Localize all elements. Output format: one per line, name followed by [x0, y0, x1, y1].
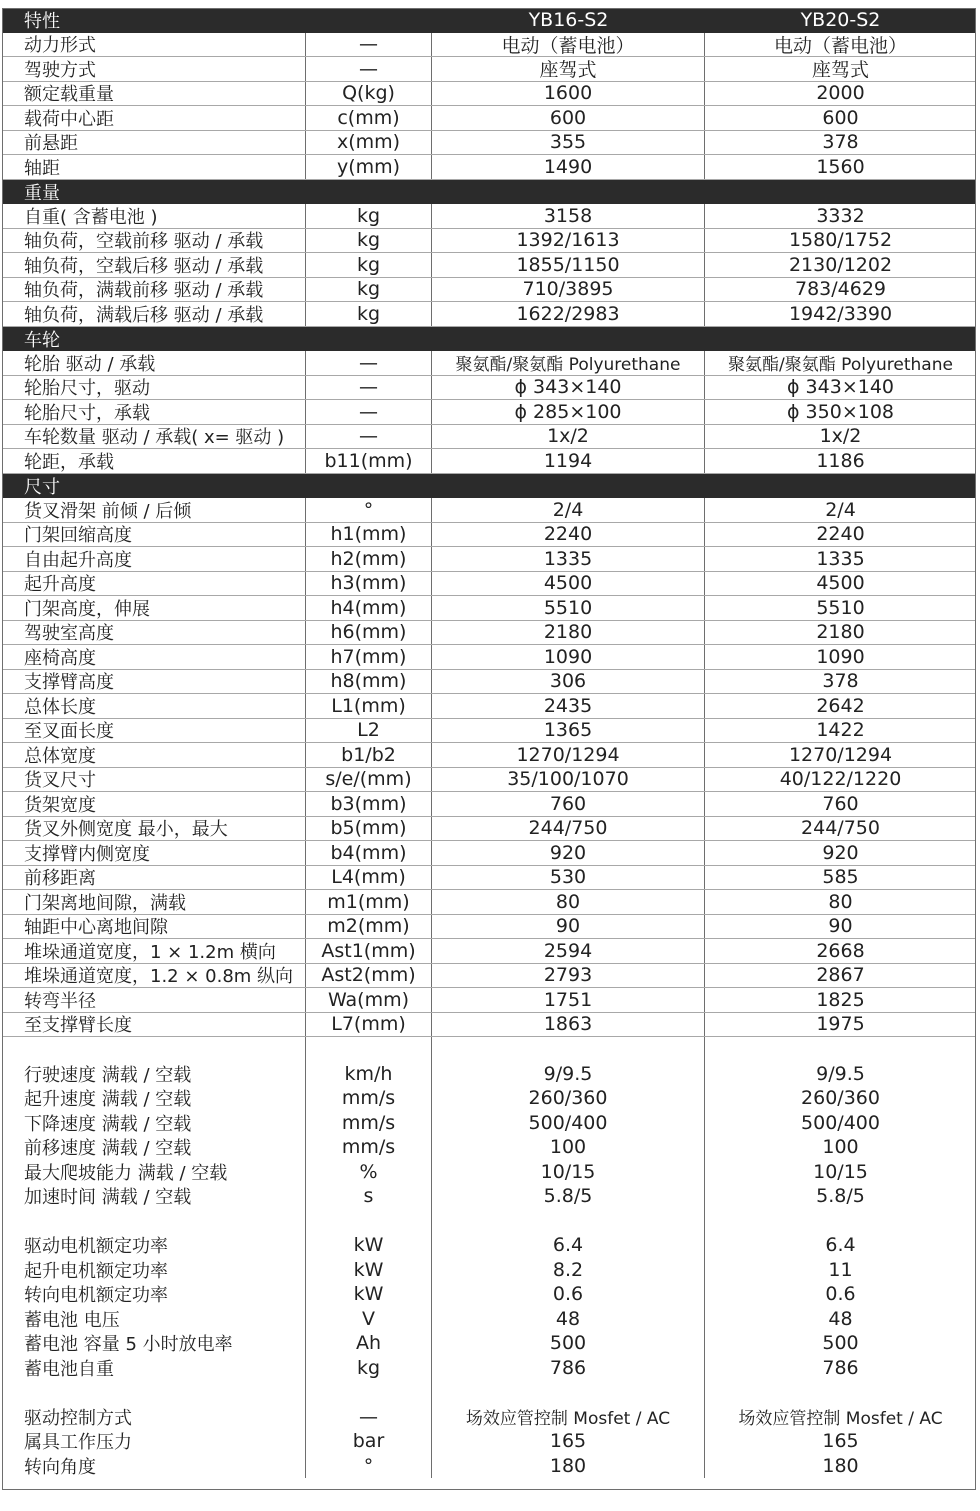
spec-value-a: 1600: [432, 82, 705, 106]
spec-unit: h1(mm): [306, 523, 432, 547]
spec-unit: Q(kg): [306, 82, 432, 106]
table-row: [2, 670, 976, 695]
spec-unit: kg: [306, 204, 432, 228]
table-row: [2, 915, 976, 940]
spec-value-b: 244/750: [801, 817, 880, 840]
spec-value-b: 48: [828, 1307, 853, 1330]
section-title: 重量: [24, 182, 60, 204]
table-row: [2, 1282, 976, 1307]
spec-label: 蓄电池自重: [2, 1356, 306, 1381]
spec-unit: Ah: [306, 1331, 432, 1356]
table-row: [2, 229, 976, 254]
spec-value-b: 40/122/1220: [779, 768, 902, 791]
spec-label: 总体宽度: [2, 743, 306, 767]
spec-value-a: 电动（蓄电池）: [432, 33, 705, 57]
spec-value-a: 场效应管控制 Mosfet / AC: [432, 1405, 705, 1430]
spec-label: 轴负荷，空载后移 驱动 / 承载: [2, 253, 306, 277]
table-row: [2, 1111, 976, 1136]
spec-unit: V: [306, 1307, 432, 1332]
spec-value-a: 2180: [432, 621, 705, 645]
table-row: [2, 1184, 976, 1209]
spec-label: 门架高度，伸展: [2, 596, 306, 620]
spec-value-a: 260/360: [432, 1086, 705, 1111]
spec-label: 轴负荷，空载前移 驱动 / 承载: [2, 229, 306, 253]
table-row: [2, 1013, 976, 1038]
spec-label: 驾驶方式: [2, 57, 306, 81]
spec-label: 座椅高度: [2, 645, 306, 669]
spec-value-b: 1335: [816, 547, 865, 570]
spec-value-a: 80: [432, 890, 705, 914]
section-header: [2, 180, 976, 205]
spec-value-b: 9/9.5: [816, 1062, 865, 1085]
spec-value-a: 920: [432, 841, 705, 865]
spec-value-a: 2594: [432, 939, 705, 963]
table-row: [2, 768, 976, 793]
spec-unit: b4(mm): [306, 841, 432, 865]
spec-unit: m1(mm): [306, 890, 432, 914]
table-row: [2, 278, 976, 303]
table-row: [2, 1160, 976, 1185]
spec-unit: kg: [306, 229, 432, 253]
spec-value-a: 8.2: [432, 1258, 705, 1283]
table-row: [2, 792, 976, 817]
spec-unit: Wa(mm): [306, 988, 432, 1012]
table-row: [2, 302, 976, 327]
spec-unit: m2(mm): [306, 915, 432, 939]
spec-unit: h2(mm): [306, 547, 432, 571]
spec-value-b: 6.4: [825, 1234, 856, 1257]
spec-label: 前移速度 满载 / 空载: [2, 1135, 306, 1160]
table-row: [2, 33, 976, 58]
spec-value-a: 530: [432, 866, 705, 890]
spec-value-b: ϕ 350×108: [786, 400, 895, 423]
spacer-cell: [306, 1037, 432, 1062]
spec-unit: —: [306, 376, 432, 400]
spec-value-b: 783/4629: [794, 278, 887, 301]
table-row: [2, 1233, 976, 1258]
spec-label: 门架回缩高度: [2, 523, 306, 547]
spec-unit: mm/s: [306, 1111, 432, 1136]
spec-value-a: 1751: [432, 988, 705, 1012]
spec-value-a: ϕ 285×100: [432, 400, 705, 424]
spec-unit: —: [306, 57, 432, 81]
spec-unit: L7(mm): [306, 1013, 432, 1037]
spec-unit: h3(mm): [306, 572, 432, 596]
spec-value-a: 1335: [432, 547, 705, 571]
spec-value-a: 180: [432, 1454, 705, 1479]
spec-value-a: 10/15: [432, 1160, 705, 1185]
spec-value-b: 电动（蓄电池）: [773, 34, 907, 56]
spec-value-a: 1194: [432, 449, 705, 473]
table-row: [2, 1454, 976, 1479]
table-row: [2, 1258, 976, 1283]
spec-value-b: 1270/1294: [788, 743, 893, 766]
spec-unit: mm/s: [306, 1135, 432, 1160]
spec-value-a: 2240: [432, 523, 705, 547]
spacer-cell: [432, 1209, 705, 1234]
spacer-row: [2, 1380, 976, 1405]
spec-value-b: 2180: [816, 621, 865, 644]
spec-value-b: 90: [828, 915, 853, 938]
spec-value-b: 100: [822, 1136, 859, 1159]
spacer-cell: [2, 1209, 306, 1234]
spec-value-a: 90: [432, 915, 705, 939]
spec-value-a: 2793: [432, 964, 705, 988]
spec-value-b: 场效应管控制 Mosfet / AC: [738, 1409, 943, 1429]
spec-value-b: 165: [822, 1430, 859, 1453]
spec-value-a: 165: [432, 1429, 705, 1454]
spec-label: 驾驶室高度: [2, 621, 306, 645]
header-model-a: YB16-S2: [528, 9, 609, 32]
table-row: [2, 498, 976, 523]
spec-label: 支撑臂内侧宽度: [2, 841, 306, 865]
spec-value-a: 座驾式: [432, 57, 705, 81]
spacer-cell: [432, 1380, 705, 1405]
spec-unit: kg: [306, 1356, 432, 1381]
table-row: [2, 57, 976, 82]
header-unit-empty: [306, 8, 432, 33]
spec-label: 货叉滑架 前倾 / 后倾: [2, 498, 306, 522]
section-header: [2, 327, 976, 352]
spec-value-b: 1975: [816, 1013, 865, 1036]
table-row: [2, 1405, 976, 1430]
spec-label: 轴距: [2, 155, 306, 179]
spec-value-a: 1090: [432, 645, 705, 669]
spec-unit: —: [306, 33, 432, 57]
spec-label: 车轮数量 驱动 / 承载( x= 驱动 ): [2, 425, 306, 449]
spacer-cell: [306, 1209, 432, 1234]
spec-label: 起升速度 满载 / 空载: [2, 1086, 306, 1111]
spec-value-a: 1x/2: [432, 425, 705, 449]
spec-value-a: 4500: [432, 572, 705, 596]
spec-label: 载荷中心距: [2, 106, 306, 130]
spacer-cell: [432, 1037, 705, 1062]
spec-unit: Ast1(mm): [306, 939, 432, 963]
spec-unit: km/h: [306, 1062, 432, 1087]
spec-label: 自重( 含蓄电池 ): [2, 204, 306, 228]
spec-value-b: 2642: [816, 694, 865, 717]
spec-value-a: 6.4: [432, 1233, 705, 1258]
spec-unit: s: [306, 1184, 432, 1209]
spec-value-b: 聚氨酯/聚氨酯 Polyurethane: [728, 355, 953, 375]
spec-value-b: 2867: [816, 964, 865, 987]
spec-unit: °: [306, 1454, 432, 1479]
spec-value-b: 1825: [816, 988, 865, 1011]
spec-unit: kg: [306, 253, 432, 277]
spacer-cell: [705, 1037, 976, 1062]
table-row: [2, 1062, 976, 1087]
table-row: [2, 572, 976, 597]
spec-value-a: 710/3895: [432, 278, 705, 302]
spec-value-b: 3332: [816, 204, 865, 227]
spec-value-a: 0.6: [432, 1282, 705, 1307]
spec-value-a: 100: [432, 1135, 705, 1160]
spec-label: 前悬距: [2, 131, 306, 155]
spec-unit: L2: [306, 719, 432, 743]
spec-unit: —: [306, 351, 432, 375]
spec-label: 轮胎尺寸，驱动: [2, 376, 306, 400]
table-row: [2, 106, 976, 131]
table-body: [2, 33, 976, 1479]
spec-unit: mm/s: [306, 1086, 432, 1111]
spec-label: 轮胎 驱动 / 承载: [2, 351, 306, 375]
table-row: [2, 1331, 976, 1356]
spec-unit: L1(mm): [306, 694, 432, 718]
spec-value-b: 2130/1202: [788, 253, 893, 276]
spec-unit: kW: [306, 1258, 432, 1283]
table-row: [2, 841, 976, 866]
spec-value-a: 1365: [432, 719, 705, 743]
table-row: [2, 547, 976, 572]
spec-label: 行驶速度 满载 / 空载: [2, 1062, 306, 1087]
spec-value-b: 500: [822, 1332, 859, 1355]
spec-value-b: 10/15: [813, 1160, 868, 1183]
spec-value-b: 11: [828, 1258, 853, 1281]
spec-label: 额定载重量: [2, 82, 306, 106]
spec-value-a: ϕ 343×140: [432, 376, 705, 400]
spec-value-a: 355: [432, 131, 705, 155]
spacer-cell: [2, 1380, 306, 1405]
spec-label: 货叉尺寸: [2, 768, 306, 792]
spec-value-b: 1186: [816, 449, 865, 472]
spec-unit: h7(mm): [306, 645, 432, 669]
spacer-cell: [2, 1037, 306, 1062]
spec-value-a: 3158: [432, 204, 705, 228]
spec-label: 轴负荷，满载前移 驱动 / 承载: [2, 278, 306, 302]
spec-label: 堆垛通道宽度，1.2 × 0.8m 纵向: [2, 964, 306, 988]
spacer-cell: [705, 1209, 976, 1234]
spec-label: 转弯半径: [2, 988, 306, 1012]
table-row: [2, 1356, 976, 1381]
spec-label: 起升电机额定功率: [2, 1258, 306, 1283]
spec-value-a: 600: [432, 106, 705, 130]
spec-value-a: 1622/2983: [432, 302, 705, 326]
spec-value-a: 1863: [432, 1013, 705, 1037]
table-row: [2, 155, 976, 180]
section-title: 车轮: [24, 329, 60, 351]
table-row: [2, 376, 976, 401]
spec-value-a: 聚氨酯/聚氨酯 Polyurethane: [432, 351, 705, 375]
spacer-cell: [306, 1380, 432, 1405]
spec-label: 货架宽度: [2, 792, 306, 816]
spec-label: 属具工作压力: [2, 1429, 306, 1454]
section-title: 尺寸: [24, 476, 60, 498]
spec-value-b: 1x/2: [819, 425, 862, 448]
spec-unit: b5(mm): [306, 817, 432, 841]
spec-label: 至支撑臂长度: [2, 1013, 306, 1037]
spec-unit: y(mm): [306, 155, 432, 179]
spec-value-a: 500/400: [432, 1111, 705, 1136]
spec-value-b: 1942/3390: [788, 302, 893, 325]
spec-unit: kg: [306, 302, 432, 326]
spec-label: 转向电机额定功率: [2, 1282, 306, 1307]
spec-unit: h4(mm): [306, 596, 432, 620]
spec-label: 驱动控制方式: [2, 1405, 306, 1430]
spacer-row: [2, 1037, 976, 1062]
spec-value-b: 500/400: [801, 1111, 880, 1134]
spec-label: 门架离地间隙，满载: [2, 890, 306, 914]
spec-unit: x(mm): [306, 131, 432, 155]
spec-unit: h8(mm): [306, 670, 432, 694]
table-row: [2, 1086, 976, 1111]
header-model-b: YB20-S2: [800, 9, 881, 32]
spec-unit: Ast2(mm): [306, 964, 432, 988]
spec-unit: °: [306, 498, 432, 522]
spec-label: 自由起升高度: [2, 547, 306, 571]
spec-value-a: 306: [432, 670, 705, 694]
spec-label: 堆垛通道宽度，1 × 1.2m 横向: [2, 939, 306, 963]
spec-value-a: 1270/1294: [432, 743, 705, 767]
table-row: [2, 425, 976, 450]
spec-label: 加速时间 满载 / 空载: [2, 1184, 306, 1209]
table-row: [2, 523, 976, 548]
table-row: [2, 939, 976, 964]
table-row: [2, 1135, 976, 1160]
table-row: [2, 449, 976, 474]
spec-value-b: 0.6: [825, 1283, 856, 1306]
spec-value-a: 1855/1150: [432, 253, 705, 277]
table-row: [2, 351, 976, 376]
table-row: [2, 645, 976, 670]
table-row: [2, 1307, 976, 1332]
spec-value-a: 760: [432, 792, 705, 816]
spec-label: 蓄电池 电压: [2, 1307, 306, 1332]
spec-value-b: 5.8/5: [816, 1185, 865, 1208]
spec-value-a: 1490: [432, 155, 705, 179]
table-row: [2, 400, 976, 425]
table-row: [2, 866, 976, 891]
spec-unit: b11(mm): [306, 449, 432, 473]
spec-value-b: 4500: [816, 572, 865, 595]
spec-unit: c(mm): [306, 106, 432, 130]
table-row: [2, 743, 976, 768]
spec-value-b: 180: [822, 1454, 859, 1477]
spec-unit: s/e/(mm): [306, 768, 432, 792]
spec-label: 至叉面长度: [2, 719, 306, 743]
table-row: [2, 1429, 976, 1454]
spacer-row: [2, 1209, 976, 1234]
spec-value-b: 80: [828, 890, 853, 913]
spec-value-b: 1580/1752: [788, 229, 893, 252]
table-row: [2, 817, 976, 842]
spec-unit: —: [306, 425, 432, 449]
spec-value-a: 2/4: [432, 498, 705, 522]
spec-unit: L4(mm): [306, 866, 432, 890]
table-row: [2, 204, 976, 229]
spec-label: 下降速度 满载 / 空载: [2, 1111, 306, 1136]
table-row: [2, 253, 976, 278]
spec-value-b: 378: [822, 131, 859, 154]
section-header: [2, 474, 976, 499]
table-row: [2, 82, 976, 107]
spec-label: 转向角度: [2, 1454, 306, 1479]
spec-value-b: 2/4: [825, 498, 856, 521]
spec-value-b: 2240: [816, 523, 865, 546]
spec-value-b: ϕ 343×140: [786, 376, 895, 399]
table-row: [2, 621, 976, 646]
spec-unit: —: [306, 1405, 432, 1430]
spec-value-b: 585: [822, 866, 859, 889]
spec-value-a: 35/100/1070: [432, 768, 705, 792]
spec-unit: h6(mm): [306, 621, 432, 645]
table-row: [2, 694, 976, 719]
spec-unit: kW: [306, 1233, 432, 1258]
spec-label: 轮距，承载: [2, 449, 306, 473]
table-row: [2, 596, 976, 621]
spec-label: 支撑臂高度: [2, 670, 306, 694]
spec-value-b: 1560: [816, 155, 865, 178]
spec-label: 货叉外侧宽度 最小，最大: [2, 817, 306, 841]
spec-label: 总体长度: [2, 694, 306, 718]
spec-value-b: 260/360: [801, 1087, 880, 1110]
spec-value-b: 760: [822, 792, 859, 815]
spacer-cell: [705, 1380, 976, 1405]
spec-value-b: 2668: [816, 939, 865, 962]
spec-value-a: 9/9.5: [432, 1062, 705, 1087]
spec-label: 蓄电池 容量 5 小时放电率: [2, 1331, 306, 1356]
spec-value-b: 786: [822, 1356, 859, 1379]
spec-unit: kW: [306, 1282, 432, 1307]
spec-label: 轴距中心离地间隙: [2, 915, 306, 939]
spec-unit: b3(mm): [306, 792, 432, 816]
header-row: [2, 8, 976, 33]
table-row: [2, 890, 976, 915]
spec-label: 前移距离: [2, 866, 306, 890]
spec-value-b: 378: [822, 670, 859, 693]
spec-value-b: 5510: [816, 596, 865, 619]
spec-unit: b1/b2: [306, 743, 432, 767]
spec-value-b: 1422: [816, 719, 865, 742]
spec-value-b: 920: [822, 841, 859, 864]
spec-unit: bar: [306, 1429, 432, 1454]
spec-unit: %: [306, 1160, 432, 1185]
spec-value-a: 786: [432, 1356, 705, 1381]
table-row: [2, 988, 976, 1013]
spec-value-a: 5510: [432, 596, 705, 620]
spec-value-b: 座驾式: [811, 59, 869, 81]
spec-value-a: 5.8/5: [432, 1184, 705, 1209]
table-row: [2, 131, 976, 156]
spec-value-b: 1090: [816, 645, 865, 668]
header-label: 特性: [24, 11, 60, 33]
spec-label: 轮胎尺寸，承载: [2, 400, 306, 424]
spec-label: 驱动电机额定功率: [2, 1233, 306, 1258]
spec-label: 起升高度: [2, 572, 306, 596]
spec-label: 轴负荷，满载后移 驱动 / 承载: [2, 302, 306, 326]
spec-value-a: 2435: [432, 694, 705, 718]
spec-value-b: 600: [822, 106, 859, 129]
table-row: [2, 964, 976, 989]
spec-label: 最大爬坡能力 满载 / 空载: [2, 1160, 306, 1185]
spec-value-a: 1392/1613: [432, 229, 705, 253]
spec-value-b: 2000: [816, 82, 865, 105]
table-row: [2, 719, 976, 744]
spec-table: [2, 8, 976, 1478]
spec-label: 动力形式: [2, 33, 306, 57]
spec-unit: —: [306, 400, 432, 424]
spec-value-a: 244/750: [432, 817, 705, 841]
spec-unit: kg: [306, 278, 432, 302]
spec-value-a: 48: [432, 1307, 705, 1332]
spec-value-a: 500: [432, 1331, 705, 1356]
